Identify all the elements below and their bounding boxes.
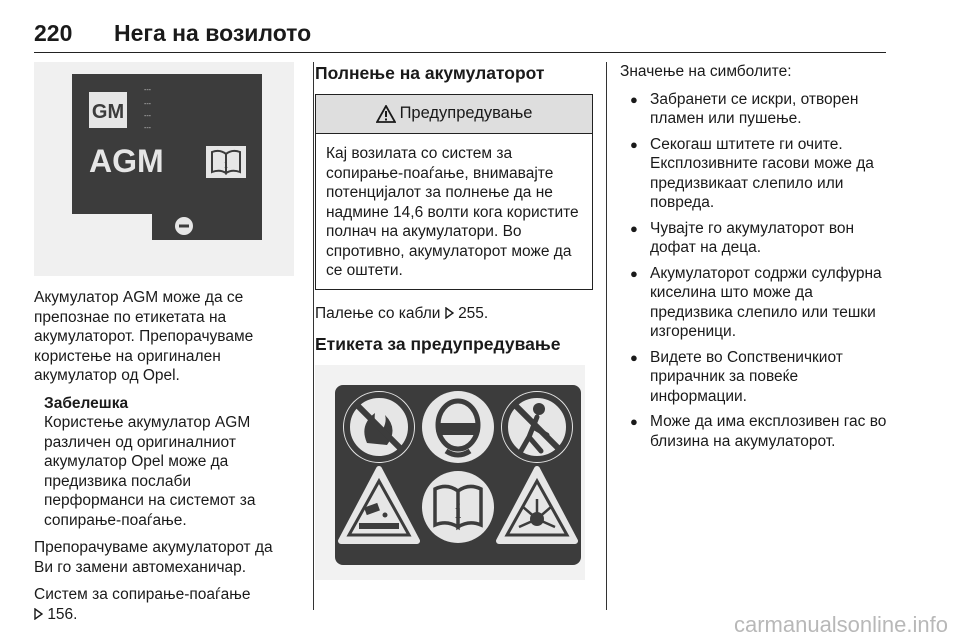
jump-start-text: Палење со кабли — [315, 304, 441, 322]
read-manual-icon — [422, 471, 494, 543]
list-item: ● Секогаш штитете ги очите. Експлозивните гасови може да предизвикаат слепило или повреда. — [620, 135, 890, 213]
warning-box — [315, 94, 593, 290]
symbols-intro: Значење на симболите: — [620, 63, 792, 80]
agm-text: AGM — [89, 143, 164, 179]
heading-battery-charging: Полнење на акумулаторот — [315, 63, 545, 83]
label-fine-print-2: --- — [144, 101, 151, 108]
warning-text: Кај возилата со систем за сопирање-поаѓање, внимавајте потенцијалот за полнење да не надмине 14,6 волти кога користите полнач на акумулатори. Во спротивно, акумулаторот може да се оштети. — [326, 145, 579, 279]
eye-protection-icon — [422, 391, 494, 463]
list-item: ● Чувајте го акумулаторот вон дофат на деца. — [620, 219, 890, 258]
svg-text:i: i — [224, 156, 228, 171]
page-number: 220 — [34, 20, 73, 46]
column-divider-1 — [313, 62, 314, 610]
svg-text:i: i — [454, 498, 462, 523]
keep-away-children-icon — [501, 391, 573, 463]
paragraph-jump-start — [315, 304, 593, 324]
list-item: ● Акумулаторот содржи сулфурна киселина што може да предизвика слепило или тешки изгореници. — [620, 264, 890, 342]
column-right — [620, 62, 890, 457]
no-fire-icon — [343, 391, 415, 463]
stop-start-page-ref[interactable]: 156. — [47, 605, 78, 623]
warning-label-figure — [315, 365, 585, 580]
warning-triangle-icon — [376, 105, 396, 123]
column-divider-2 — [606, 62, 607, 610]
list-item: ● Видете во Сопственичкиот прирачник за повеќе информации. — [620, 348, 890, 407]
label-fine-print-4: --- — [144, 125, 151, 132]
note-text: Користење акумулатор AGM различен од оригиналниот акумулатор Opel може да предизвика послаби перформанси на системот за сопирање-поаѓање. — [44, 414, 256, 529]
note-title: Забелешка — [44, 394, 129, 412]
paragraph-agm-intro: Акумулатор AGM може да се препознае по етикетата на акумулаторот. Препорачуваме користење на оригинален акумулатор од Opel. — [34, 289, 254, 384]
paragraph-replacement: Препорачуваме акумулаторот да Ви го замени автомеханичар. — [34, 539, 273, 576]
page-ref-arrow-icon — [34, 608, 43, 620]
page-ref-arrow-icon — [445, 307, 454, 319]
warning-title: Предупредување — [399, 104, 533, 123]
jump-start-page-ref[interactable]: 255. — [458, 304, 489, 322]
label-fine-print-3: --- — [144, 113, 151, 120]
watermark: carmanualsonline.info — [733, 612, 948, 637]
agm-battery-label-figure — [34, 62, 294, 276]
paragraph-stop-start — [34, 585, 294, 624]
section-title: Нега на возилото — [114, 20, 312, 46]
list-item: ● Може да има експлозивен гас во близина на акумулаторот. — [620, 412, 890, 451]
list-item: ● Забранети се искри, отворен пламен или пушење. — [620, 90, 890, 129]
stop-start-text: Систем за сопирање-поаѓање — [34, 586, 251, 603]
symbols-list — [620, 90, 890, 452]
gm-logo-text: GM — [91, 101, 125, 123]
note-box — [44, 394, 294, 531]
page-header — [34, 18, 886, 53]
column-left — [34, 62, 294, 632]
warning-header — [316, 95, 592, 134]
heading-warning-label: Етикета за предупредување — [315, 334, 561, 354]
column-middle — [315, 62, 593, 580]
label-fine-print-1: --- — [144, 87, 151, 94]
